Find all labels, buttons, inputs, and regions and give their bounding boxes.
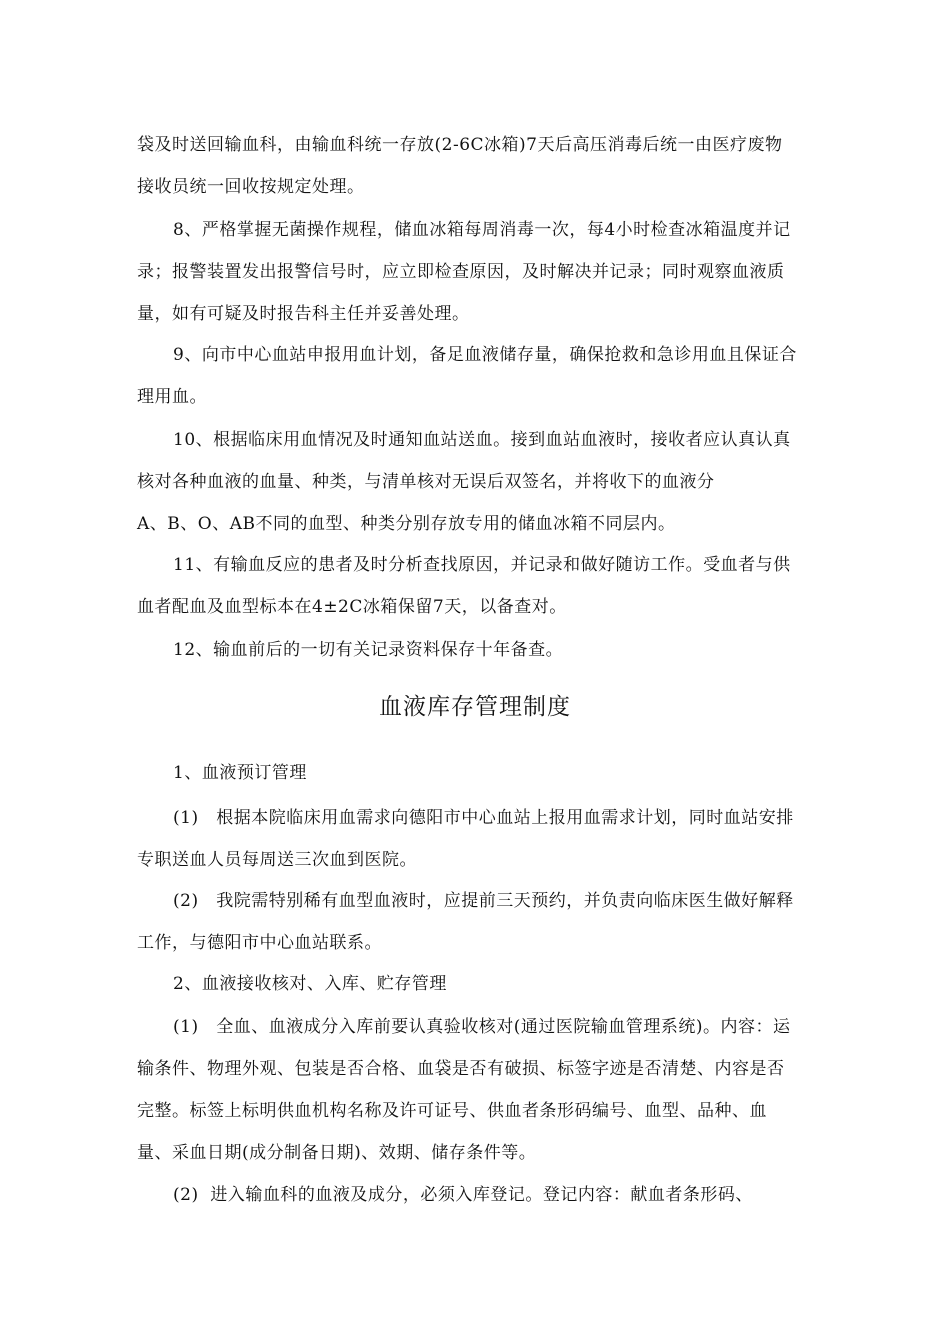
text-line: 核对各种血液的血量、种类，与清单核对无误后双签名，并将收下的血液分 bbox=[137, 472, 715, 492]
section-title: 血液库存管理制度 bbox=[379, 694, 571, 720]
text-line: 血者配血及血型标本在4±2C冰箱保留7天，以备查对。 bbox=[137, 597, 567, 617]
text-line: A、B、O、AB不同的血型、种类分别存放专用的储血冰箱不同层内。 bbox=[137, 514, 676, 534]
text-line: 理用血。 bbox=[137, 387, 207, 407]
heading-item-2 bbox=[137, 963, 827, 1005]
text-line: 11、有输血反应的患者及时分析查找原因，并记录和做好随访工作。受血者与供 bbox=[173, 555, 791, 575]
paragraph-sub-2-2 bbox=[137, 1174, 827, 1216]
text-line: 接收员统一回收按规定处理。 bbox=[137, 177, 365, 197]
text-line: (1) 根据本院临床用血需求向德阳市中心血站上报用血需求计划，同时血站安排 bbox=[173, 808, 794, 828]
text-line: 1、血液预订管理 bbox=[173, 763, 307, 783]
text-line: 12、输血前后的一切有关记录资料保存十年备查。 bbox=[173, 640, 564, 660]
text-line: 袋及时送回输血科，由输血科统一存放(2-6C冰箱)7天后高压消毒后统一由医疗废物 bbox=[137, 135, 783, 155]
text-line: 10、根据临床用血情况及时通知血站送血。接到血站血液时，接收者应认真认真 bbox=[173, 430, 791, 450]
text-line: (1) 全血、血液成分入库前要认真验收核对(通过医院输血管理系统)。内容：运 bbox=[173, 1017, 791, 1037]
text-line: (2) 我院需特别稀有血型血液时，应提前三天预约，并负责向临床医生做好解释 bbox=[173, 891, 794, 911]
text-line: 量，如有可疑及时报告科主任并妥善处理。 bbox=[137, 304, 470, 324]
paragraph-item-8 bbox=[137, 209, 827, 335]
text-line: 录；报警装置发出报警信号时，应立即检查原因，及时解决并记录；同时观察血液质 bbox=[137, 262, 785, 282]
text-line: 输条件、物理外观、包装是否合格、血袋是否有破损、标签字迹是否清楚、内容是否 bbox=[137, 1059, 785, 1079]
text-line: 工作，与德阳市中心血站联系。 bbox=[137, 933, 382, 953]
paragraph-sub-2-1 bbox=[137, 1006, 827, 1174]
paragraph-item-10 bbox=[137, 419, 827, 545]
text-line: 量、采血日期(成分制备日期)、效期、储存条件等。 bbox=[137, 1143, 537, 1163]
text-line: 完整。标签上标明供血机构名称及许可证号、供血者条形码编号、血型、品种、血 bbox=[137, 1101, 767, 1121]
heading-item-1 bbox=[137, 752, 827, 794]
text-line: 9、向市中心血站申报用血计划，备足血液储存量，确保抢救和急诊用血且保证合 bbox=[173, 345, 797, 365]
paragraph-sub-1-2 bbox=[137, 880, 827, 964]
text-line: (2) 进入输血科的血液及成分，必须入库登记。登记内容：献血者条形码、 bbox=[173, 1185, 753, 1205]
text-line: 专职送血人员每周送三次血到医院。 bbox=[137, 850, 417, 870]
paragraph-sub-1-1 bbox=[137, 797, 827, 881]
text-line: 2、血液接收核对、入库、贮存管理 bbox=[173, 974, 447, 994]
paragraph-item-9 bbox=[137, 334, 827, 418]
paragraph-item-11 bbox=[137, 544, 827, 628]
paragraph-item-12 bbox=[137, 629, 827, 671]
paragraph-storage-return bbox=[137, 124, 827, 208]
text-line: 8、严格掌握无菌操作规程，储血冰箱每周消毒一次，每4小时检查冰箱温度并记 bbox=[173, 220, 791, 240]
